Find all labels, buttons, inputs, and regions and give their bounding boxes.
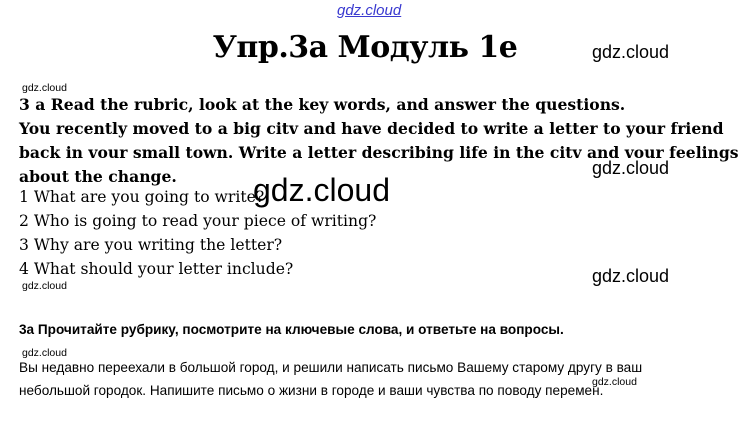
task-russian-line: Вы недавно переехали в большой город, и решили написать письмо Вашему старому другу в ваш [19, 360, 643, 375]
watermark-right-3: gdz.cloud [592, 266, 670, 286]
question-4: 4 What should your letter include? [19, 260, 294, 278]
task-english-line: 3 a Read the rubric, look at the key words, and answer the questions. [19, 95, 626, 114]
task-english [19, 93, 739, 189]
watermark-small-3: gdz.cloud [22, 347, 67, 359]
watermark-top: gdz.cloud [337, 2, 402, 19]
watermark-small-1: gdz.cloud [22, 82, 67, 94]
watermark-right-2: gdz.cloud [592, 158, 670, 178]
question-1: 1 What are you going to write? [19, 188, 265, 206]
question-3: 3 Why are you writing the letter? [19, 236, 283, 254]
task-russian-line: небольшой городок. Напишите письмо о жизни в городе и ваши чувства по поводу перемен. [19, 383, 604, 398]
task-english-line: back in vour small town. Write a letter describing life in the citv and vour feelings [19, 143, 739, 162]
task-english-line: You recently moved to a big citv and have decided to write a letter to your friend [19, 119, 724, 138]
watermark-right-1: gdz.cloud [592, 42, 670, 62]
watermark-small-4: gdz.cloud [592, 376, 637, 388]
watermark-center: gdz.cloud [253, 172, 390, 208]
watermark-small-2: gdz.cloud [22, 280, 67, 292]
task-russian-heading: 3а Прочитайте рубрику, посмотрите на ключевые слова, и ответьте на вопросы. [19, 322, 564, 337]
page-title: Упр.3а Модуль 1е [212, 30, 518, 65]
task-english-line: about the change. [19, 167, 177, 186]
question-2: 2 Who is going to read your piece of writing? [19, 212, 377, 230]
